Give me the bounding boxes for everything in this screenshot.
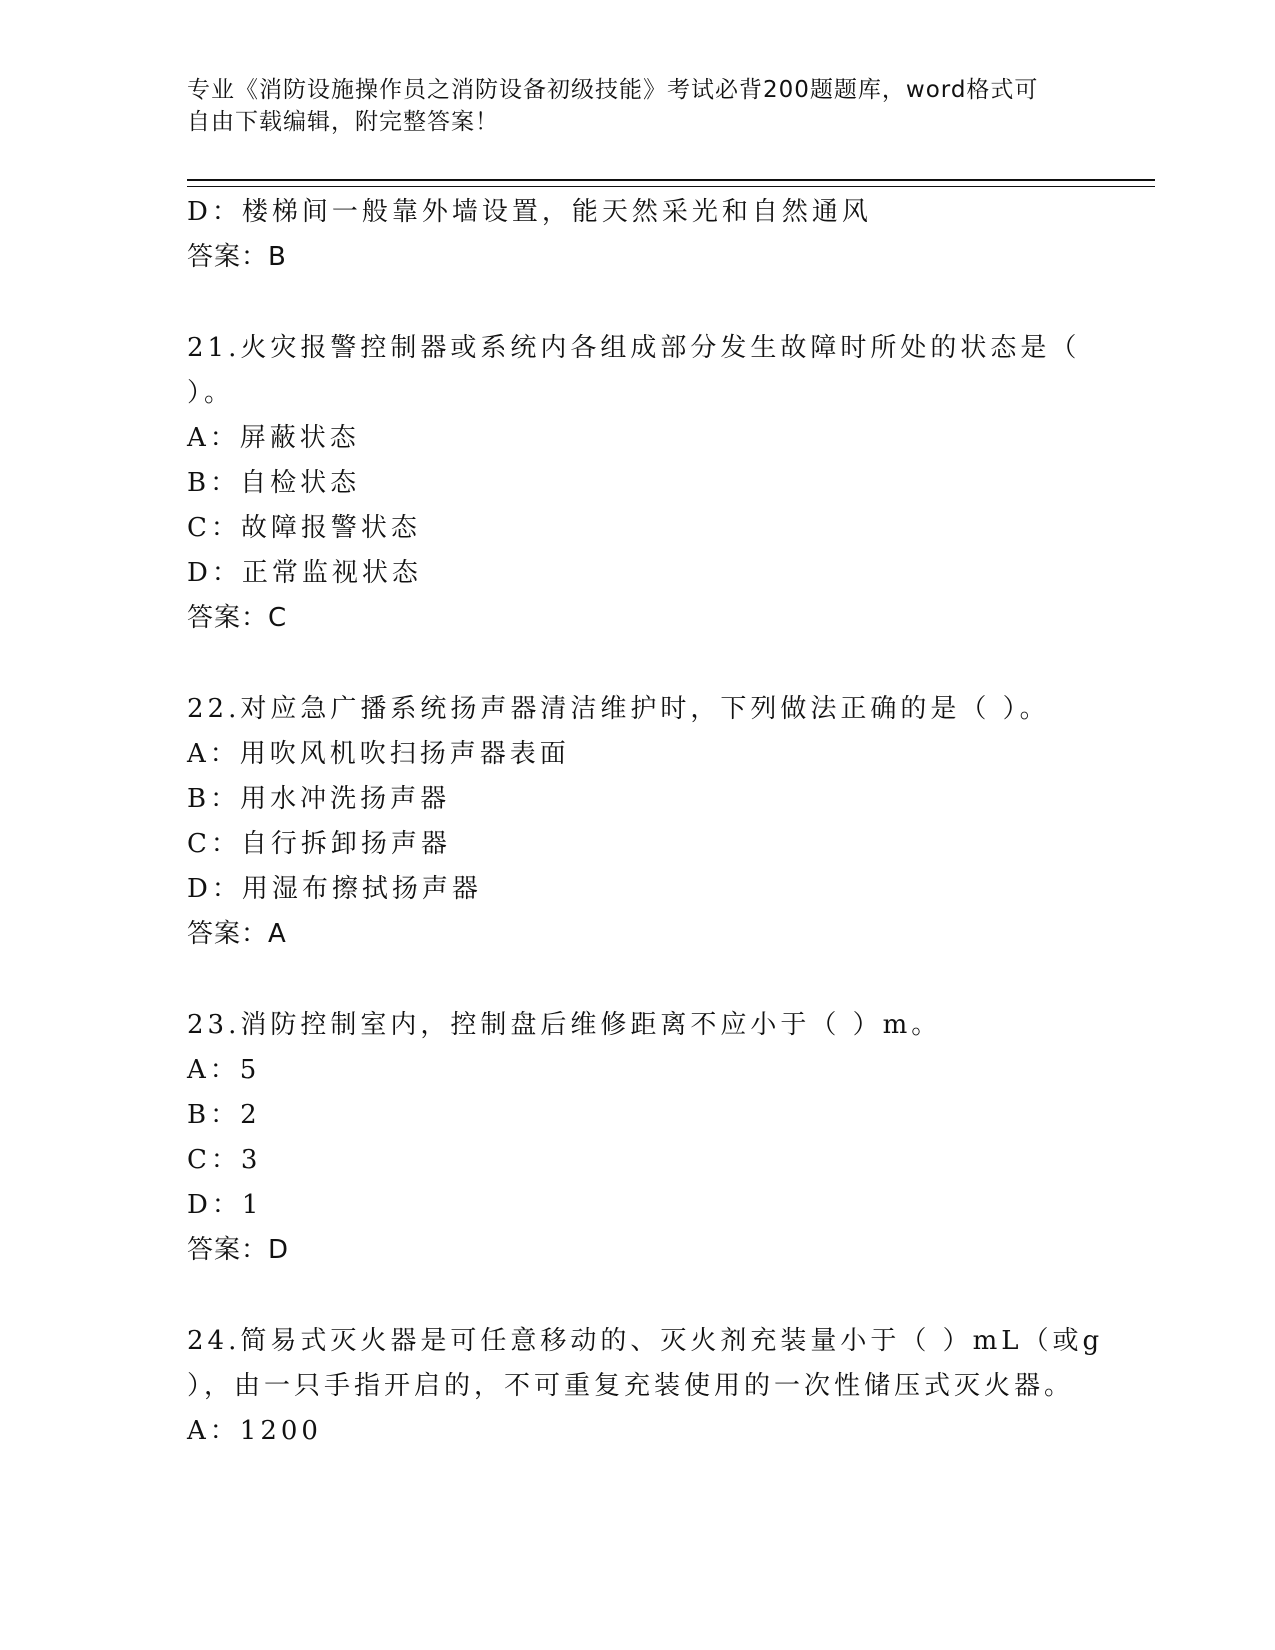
q23-option-c: C：3	[187, 1145, 262, 1175]
header-line-1: 专业《消防设施操作员之消防设备初级技能》考试必背200题题库，word格式可	[187, 77, 1039, 103]
q23-answer: 答案：D	[187, 1235, 290, 1265]
q22-option-b: B：用水冲洗扬声器	[187, 784, 451, 814]
q23-option-d: D：1	[187, 1190, 263, 1220]
q24-option-a: A：1200	[187, 1416, 322, 1446]
q24-stem-line-1: 24.简易式灭火器是可任意移动的、灭火剂充装量小于（ ）mL（或g	[187, 1326, 1104, 1356]
q21-option-a: A：屏蔽状态	[187, 423, 360, 453]
q23-option-a: A：5	[187, 1055, 261, 1085]
q23-stem: 23.消防控制室内，控制盘后维修距离不应小于（ ）m。	[187, 1010, 942, 1040]
prev-option-d: D：楼梯间一般靠外墙设置，能天然采光和自然通风	[187, 197, 872, 227]
q21-stem-line-1: 21.火灾报警控制器或系统内各组成部分发生故障时所处的状态是（	[187, 333, 1081, 363]
q22-option-c: C：自行拆卸扬声器	[187, 829, 451, 859]
q21-option-c: C：故障报警状态	[187, 513, 421, 543]
q22-option-a: A：用吹风机吹扫扬声器表面	[187, 739, 570, 769]
question-24	[187, 1319, 1104, 1454]
spacer	[187, 280, 1087, 326]
header-line-2: 自由下载编辑，附完整答案！	[187, 109, 499, 135]
question-22	[187, 687, 1087, 957]
question-content	[187, 190, 1104, 1454]
spacer	[187, 1273, 1087, 1319]
prev-answer: 答案：B	[187, 242, 287, 272]
q21-stem-line-2: ）。	[187, 378, 235, 408]
q22-option-d: D：用湿布擦拭扬声器	[187, 874, 482, 904]
q22-stem: 22.对应急广播系统扬声器清洁维护时，下列做法正确的是（ ）。	[187, 694, 1050, 724]
header-divider	[187, 179, 1155, 187]
q23-option-b: B：2	[187, 1100, 261, 1130]
q22-answer: 答案：A	[187, 919, 287, 949]
question-21	[187, 326, 1087, 641]
q21-option-d: D：正常监视状态	[187, 558, 422, 588]
q24-stem-line-2: ），由一只手指开启的，不可重复充装使用的一次性储压式灭火器。	[187, 1371, 1075, 1401]
spacer	[187, 957, 1087, 1003]
q21-answer: 答案：C	[187, 603, 288, 633]
q21-option-b: B：自检状态	[187, 468, 361, 498]
spacer	[187, 641, 1087, 687]
document-header	[187, 74, 1067, 138]
question-23	[187, 1003, 1087, 1273]
